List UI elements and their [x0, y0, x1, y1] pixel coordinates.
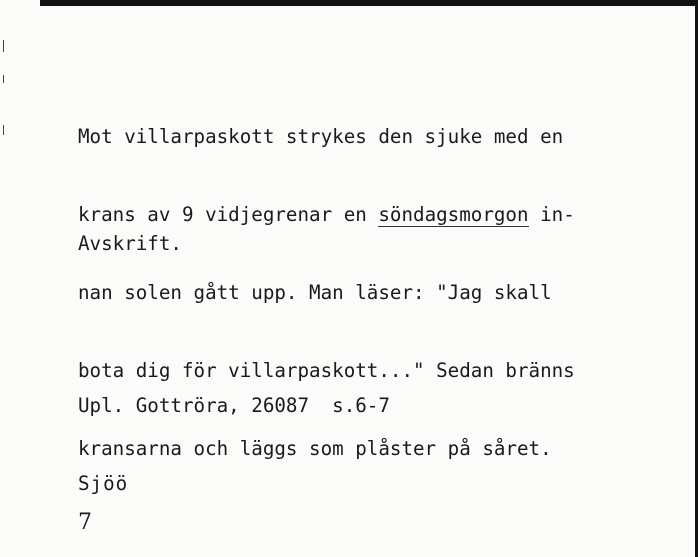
text-line-5: kransarna och läggs som plåster på såret. — [78, 437, 552, 460]
recorder-name: Sjöö — [78, 472, 129, 495]
underlined-word: söndagsmorgon — [378, 203, 529, 226]
text-line-3: nan solen gått upp. Man läser: "Jag skall — [78, 281, 552, 304]
reference-block — [78, 341, 390, 549]
text-line-4: bota dig för villarpaskott..." Sedan bränns — [78, 359, 575, 382]
scan-mark — [3, 40, 4, 52]
source-reference: Upl. Gottröra, 26087 s.6-7 — [78, 394, 390, 417]
text-line-2-start: krans av 9 vidjegrenar en — [78, 203, 379, 226]
scan-mark — [3, 75, 4, 83]
text-line-1: Mot villarpaskott strykes den sjuke med en — [78, 125, 564, 148]
scan-mark — [3, 125, 4, 135]
transcript-note: Avskrift. — [78, 232, 182, 255]
text-line-2 — [78, 202, 575, 228]
page-number: 7 — [78, 510, 92, 535]
scan-border-top — [40, 0, 698, 6]
text-line-2-end: in- — [528, 203, 575, 226]
